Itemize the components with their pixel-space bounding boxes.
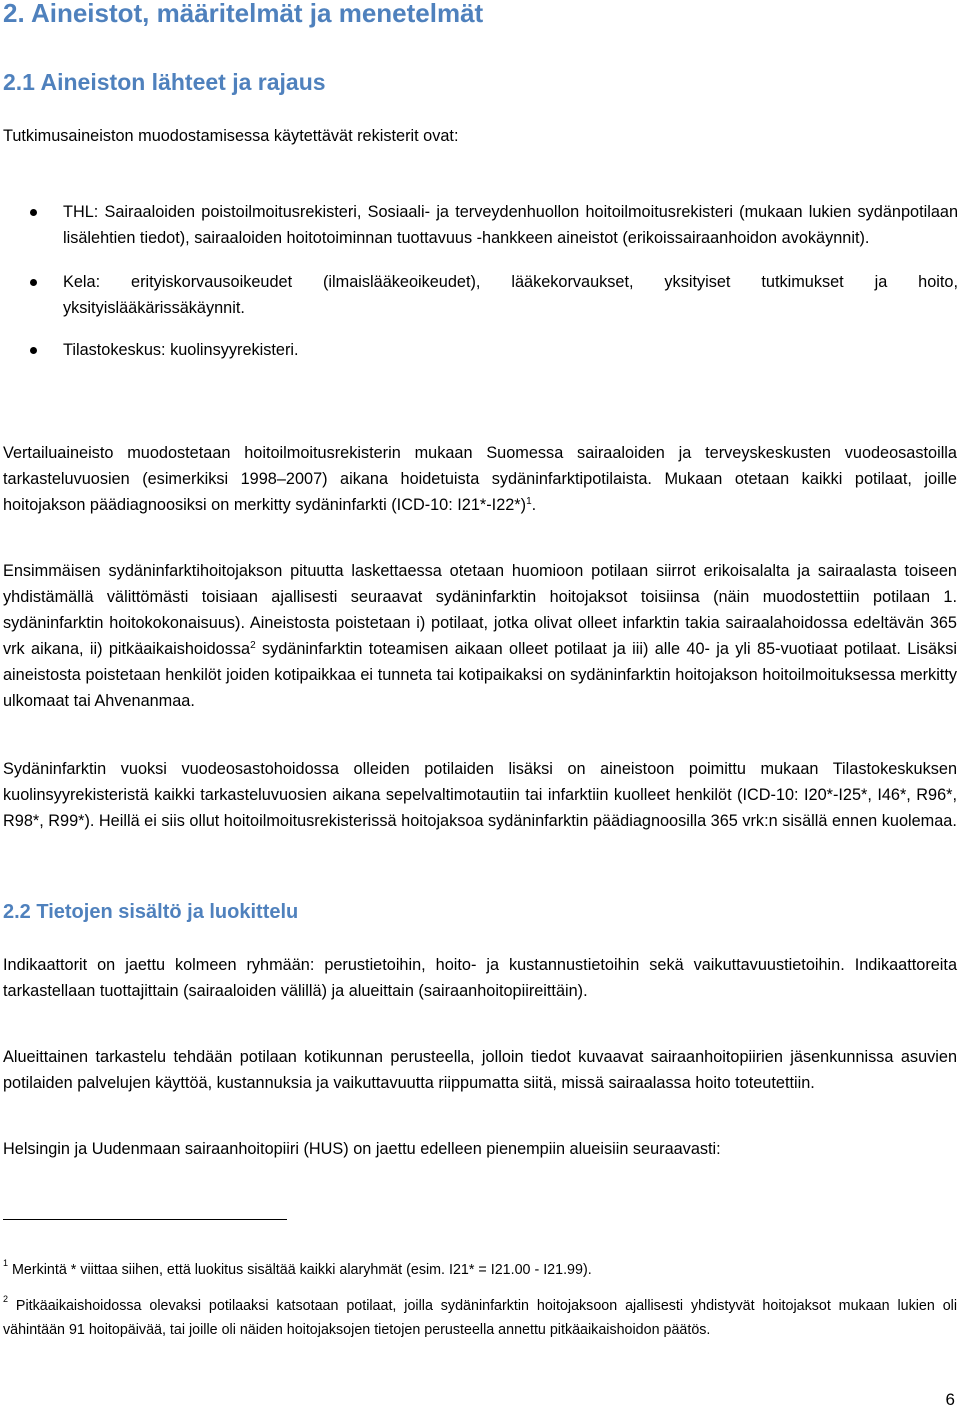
paragraph-cause-of-death: Sydäninfarktin vuoksi vuodeosastohoidossa olleiden potilaiden lisäksi on aineistoon poimittu mukaan Tilastokeskuksen kuolinsyyrekisteristä kaikki tarkasteluvuosien aikana sepelvaltimotautiin tai infarktiin kuolleet henkilöt (ICD-10: I20*-I25*, I46*, R96*, R98*, R99*). Heillä ei siis ollut hoitoilmoitusrekisterissä hoitojaksoa sydäninfarktin päädiagnoosilla 365 vrk:n sisällä ennen kuolemaa. [3, 760, 957, 830]
section-heading-sources: 2.1 Aineiston lähteet ja rajaus [3, 69, 326, 95]
paragraph-hus: Helsingin ja Uudenmaan sairaanhoitopiiri (HUS) on jaettu edelleen pienempiin alueisiin seuraavasti: [3, 1140, 721, 1158]
paragraph-text: Ensimmäisen sydäninfarktihoitojakson pituutta laskettaessa otetaan huomioon potilaan siirrot erikoisalalta ja sairaalasta toiseen yhdistämällä välittömästi toisiaan ajallisesti seuraavat sydäninfarktin hoitojaksot toisiinsa (näin muodostettiin potilaan 1. sydäninfarktin hoitokokonaisuus). Aineistosta poistetaan i) potilaat, jotka olivat olleet infarktin takia sairaalahoidossa edeltävän 365 vrk aikana, ii) pitkäaikaishoidossa [3, 562, 957, 658]
bullet-icon [30, 209, 37, 216]
footnote-divider [3, 1219, 287, 1220]
bullet-icon [30, 347, 37, 354]
list-item-text: THL: Sairaaloiden poistoilmoitusrekisteri, Sosiaali- ja terveydenhuollon hoitoilmoitusrekisteri (mukaan lukien sydänpotilaan lisälehtien tiedot), sairaaloiden hoitotoiminnan tuottavuus -hankkeen aineistot (erikoissairaanhoidon avokäynnit). [63, 203, 958, 247]
footnote-marker: 2 [3, 1294, 9, 1304]
list-item [0, 199, 958, 251]
footnote-reference[interactable]: 2 [250, 640, 256, 651]
list-item [0, 269, 958, 321]
bullet-icon [30, 279, 37, 286]
list-item-text: Tilastokeskus: kuolinsyyrekisteri. [63, 341, 299, 359]
paragraph-text: Vertailuaineisto muodostetaan hoitoilmoitusrekisterin mukaan Suomessa sairaaloiden ja terveyskeskusten vuodeosastoilla tarkasteluvuosien (esimerkiksi 1998–2007) aikana hoidetuista sydäninfarktipotilaista. Mukaan otetaan kaikki potilaat, joille hoitojakson päädiagnoosiksi on merkitty sydäninfarkti (ICD-10: I21*-I22*) [3, 444, 957, 514]
paragraph-comparison-data [3, 440, 957, 518]
footnote-text: Pitkäaikaishoidossa olevaksi potilaaksi katsotaan potilaat, joilla sydäninfarktin hoitojaksoon ajallisesti yhdistyvät hoitojaksot mukaan lukien oli vähintään 91 hoitopäivää, tai joille oli näiden hoitojaksojen tietojen perusteella annettu pitkäaikaishoidon päätös. [3, 1298, 957, 1338]
paragraph-regional: Alueittainen tarkastelu tehdään potilaan kotikunnan perusteella, jolloin tiedot kuvaavat sairaanhoitopiirien jäsenkunnissa asuvien potilaiden palvelujen käyttöä, kustannuksia ja vaikuttavuutta riippumatta siitä, missä sairaalassa hoito toteutettiin. [3, 1048, 957, 1092]
paragraph-text: sydäninfarktin toteamisen aikaan olleet potilaat ja iii) alle 40- ja yli 85-vuotiaat potilaat. Lisäksi aineistosta poistetaan henkilöt joiden kotipaikkaa ei tunneta tai kotipaikaksi on sydäninfarktin hoitojakson hoitoilmoituksessa merkitty ulkomaat tai Ahvenanmaa. [3, 640, 957, 710]
footnote-reference[interactable]: 1 [526, 496, 532, 507]
list-item [0, 337, 958, 363]
paragraph-text-end: . [531, 496, 537, 514]
footnote-marker: 1 [3, 1258, 9, 1268]
page-number: 6 [945, 1390, 955, 1409]
register-list [0, 199, 958, 363]
paragraph-episode-length [3, 558, 957, 714]
section-heading-content: 2.2 Tietojen sisältö ja luokittelu [3, 901, 299, 923]
list-item-text: Kela: erityiskorvausoikeudet (ilmaislääkeoikeudet), lääkekorvaukset, yksityiset tutkimukset ja hoito, yksityislääkärissäkäynnit. [63, 273, 958, 317]
paragraph-indicators: Indikaattorit on jaettu kolmeen ryhmään: perustietoihin, hoito- ja kustannustietoihin sekä vaikuttavuustietoihin. Indikaattoreita tarkastellaan tuottajittain (sairaaloiden välillä) ja alueittain (sairaanhoitopiireittäin). [3, 956, 957, 1000]
intro-text: Tutkimusaineiston muodostamisessa käytettävät rekisterit ovat: [3, 127, 459, 145]
footnote-2 [3, 1294, 957, 1342]
page-title: 2. Aineistot, määritelmät ja menetelmät [3, 0, 484, 28]
footnote-1 [3, 1258, 957, 1282]
footnote-text: Merkintä * viittaa siihen, että luokitus sisältää kaikki alaryhmät (esim. I21* = I21.00 - I21.99). [8, 1262, 592, 1278]
